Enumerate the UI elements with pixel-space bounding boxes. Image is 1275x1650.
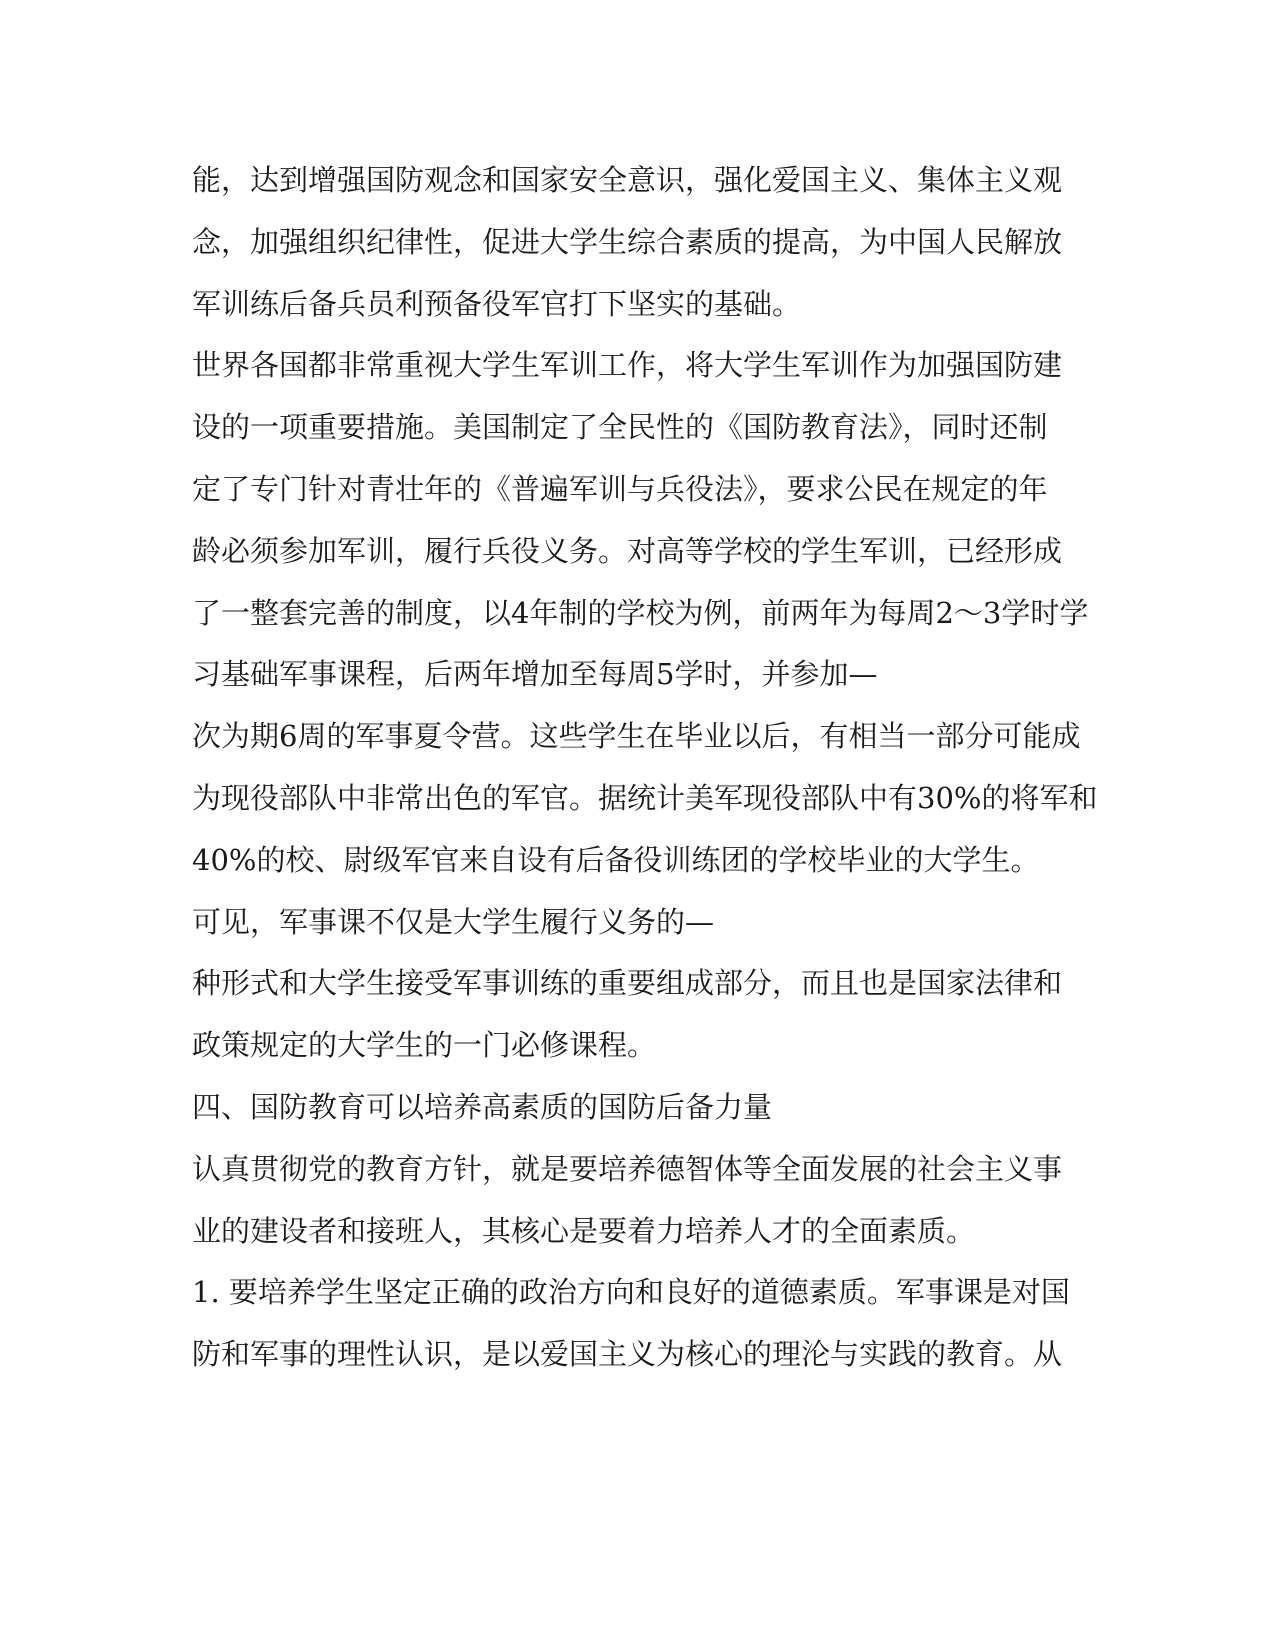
- text-line: 次为期6周的军事夏令营。这些学生在毕业以后，有相当一部分可能成: [192, 719, 1081, 753]
- text-line: 业的建设者和接班人，其核心是要着力培养人才的全面素质。: [192, 1214, 976, 1248]
- section-heading: 四、国防教育可以培养高素质的国防后备力量: [192, 1090, 773, 1124]
- text-line: 军训练后备兵员利预备役军官打下坚实的基础。: [192, 287, 802, 321]
- text-line: 能，达到增强国防观念和国家安全意识，强化爱国主义、集体主义观: [192, 163, 1063, 197]
- text-line: 认真贯彻党的教育方针，就是要培养德智体等全面发展的社会主义事: [192, 1152, 1063, 1186]
- text-line: 防和军事的理性认识，是以爱国主义为核心的理沦与实践的教育。从: [192, 1337, 1063, 1371]
- text-line: 定了专门针对青壮年的《普遍军训与兵役法》，要求公民在规定的年: [192, 472, 1048, 506]
- text-line: 种形式和大学生接受军事训练的重要组成部分，而且也是国家法律和: [192, 966, 1063, 1000]
- text-line: 为现役部队中非常出色的军官。据统计美军现役部队中有30%的将军和: [192, 781, 1098, 815]
- text-line: 念，加强组织纪律性，促进大学生综合素质的提高，为中国人民解放: [192, 225, 1063, 259]
- text-line: 龄必须参加军训，履行兵役义务。对高等学校的学生军训，已经形成: [192, 534, 1063, 568]
- text-line: 设的一项重要措施。美国制定了全民性的《国防教育法》，同时还制: [192, 410, 1048, 444]
- text-line: 习基础军事课程，后两年增加至每周5学时，并参加—: [192, 657, 878, 691]
- text-line: 40%的校、尉级军官来自设有后备役训练团的学校毕业的大学生。: [192, 843, 1040, 877]
- text-line: 可见，军事课不仅是大学生履行义务的—: [192, 905, 715, 939]
- text-line: 世界各国都非常重视大学生军训工作，将大学生军训作为加强国防建: [192, 348, 1063, 382]
- text-line: 1. 要培养学生坚定正确的政治方向和良好的道德素质。军事课是对国: [192, 1275, 1070, 1309]
- text-line: 政策规定的大学生的一门必修课程。: [192, 1028, 657, 1062]
- text-line: 了一整套完善的制度，以4年制的学校为例，前两年为每周2～3学时学: [192, 596, 1089, 630]
